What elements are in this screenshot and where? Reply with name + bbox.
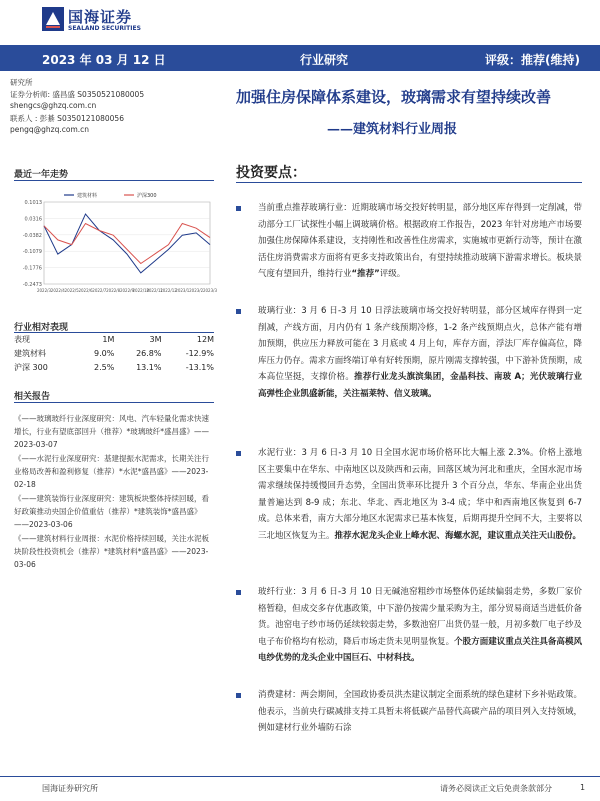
x-tick-label: 2022/10 (132, 288, 150, 293)
footer-org: 国海证券研究所 (42, 784, 98, 793)
key-point-item (236, 303, 582, 445)
performance-heading: 行业相对表现 (14, 323, 69, 333)
x-tick-label: 2022/5 (64, 288, 79, 293)
legend-label: 建筑材料 (77, 193, 98, 199)
table-cell: 26.8% (136, 348, 162, 358)
table-cell: 建筑材料 (14, 348, 46, 358)
report-title: 加强住房保障体系建设，玻璃需求有望持续改善 (236, 88, 552, 106)
table-header-cell: 12M (196, 334, 214, 344)
x-tick-label: 2023/3 (202, 288, 218, 293)
key-point-text: 消费建材：两会期间，全国政协委员洪杰建议制定全面系统的绿色建材下乡补贴政策。他表示，当前央行碳减排支持工具暂未将低碳产品替代高碳产品的项目列入支持领域，例如建材行业外墙防石涂 (258, 690, 582, 733)
key-point-text: 玻璃行业：3 月 6 日-3 月 10 日浮法玻璃市场交投好转明显，部分区域库存得到一定削减，产线方面，月内仍有 1 条产线预期冷修，1-2 条产线预期点火，总体产能有增加预期，供应压力释放可能在 3 月底或 4 月上旬，库存方面，浮法厂库存偏高位，降库压力仍存。需求方面终端订单有好转预期，原片刚需支撑转强，中下游补货预期，成本高位坚挺，支撑价格。 (258, 306, 582, 382)
report-subtitle: ——建筑材料行业周报 (327, 122, 458, 137)
table-row (14, 360, 214, 374)
series-line (44, 224, 210, 264)
related-report-item[interactable]: 《——水泥行业深度研究：基建提振水泥需求，长期关注行业格局改善和盈利修复（推荐）*水泥*盛昌盛》——2023-02-18 (14, 454, 209, 489)
key-points-heading: 投资要点： (236, 165, 306, 181)
key-point-bold: 推荐水泥龙头企业上峰水泥、海螺水泥，建议重点关注天山股份。 (334, 530, 582, 541)
key-point-text: 玻纤行业：3 月 6 日-3 月 10 日无碱池窑粗纱市场整体仍延续偏弱走势，多数厂家价格暂稳，但成交多存优惠政策，中下游仍按需少量采购为主，部分贸易商适当进低价备货。池窑电子纱市场仍延续较弱走势，多数池窑厂出货仍显一般，月初多数厂电子纱及电子布价格均有松动，降后市场走货未见明显恢复。 (258, 587, 582, 647)
table-header-cell: 3M (149, 334, 162, 344)
performance-table (14, 332, 214, 374)
divider (14, 402, 214, 403)
report-date: 2023 年 03 月 12 日 (42, 53, 166, 67)
y-tick-label: -0.1079 (22, 249, 42, 256)
report-rating: 评级：推荐(维持) (485, 53, 580, 67)
page-number: 1 (580, 783, 586, 792)
footer-disclaimer: 请务必阅读正文后免责条款部分 (440, 784, 552, 793)
key-point-item (236, 200, 582, 303)
key-point-bold: 个股方面建议重点关注具备高模风电纱优势的龙头企业中国巨石、中材科技。 (258, 636, 582, 663)
x-tick-label: 2022/3 (36, 288, 52, 293)
key-point-bold: “推荐” (351, 269, 380, 279)
analyst-line: 联系人 : 彭綦 S0350121080056 (10, 114, 124, 123)
related-report-item[interactable]: 《——建筑装饰行业深度研究：建筑板块整体持续回暖，看好政策推动央国企价值重估（推荐）*建筑装饰*盛昌盛》——2023-03-06 (14, 494, 209, 529)
sealand-logo-icon (42, 7, 64, 31)
table-header-row (14, 332, 214, 346)
logo-cn-text: 国海证券 (68, 8, 133, 26)
table-header-cell: 1M (102, 334, 115, 344)
y-tick-label: 0.1013 (24, 200, 42, 206)
trend-chart (14, 188, 218, 298)
x-tick-label: 2023/1 (175, 288, 190, 293)
legend-label: 沪深300 (137, 193, 157, 199)
key-point-item (236, 687, 582, 737)
x-tick-label: 2022/12 (160, 288, 177, 293)
related-report-item[interactable]: 《——建筑材料行业周报：水泥价格持续回暖，关注水泥板块阶段性投资机会（推荐）*建筑材料*盛昌盛》——2023-03-06 (14, 534, 209, 569)
key-point-item (236, 584, 582, 687)
table-cell: -13.1% (185, 362, 214, 372)
table-cell: 9.0% (94, 348, 115, 358)
related-report-item[interactable]: 《——玻璃玻纤行业深度研究：风电、汽车轻量化需求快速增长，行业有望底部回升（推荐）*玻璃玻纤*盛昌盛》——2023-03-07 (14, 414, 209, 449)
analyst-email[interactable]: pengq@ghzq.com.cn (10, 125, 90, 134)
x-tick-label: 2022/4 (50, 288, 65, 293)
company-logo (42, 5, 192, 37)
x-tick-label: 2022/9 (119, 288, 135, 293)
report-info-bar (0, 45, 600, 71)
logo-en-text: SEALAND SECURITIES (68, 25, 141, 32)
divider (14, 180, 214, 181)
x-tick-label: 2022/7 (92, 288, 107, 293)
table-cell: 2.5% (94, 362, 115, 372)
key-point-text: 水泥行业：3 月 6 日-3 月 10 日全国水泥市场价格环比大幅上涨 2.3%。价格上涨地区主要集中在华东、中南地区以及陕西和云南，回落区域为河北和重庆，全国水泥市场需求继续保持缓慢回升态势，全国出货率环比提升 3 个百分点，华东、华南企业出货量普遍达到 8-9 成；东北、华北、西北地区为 3-4 成；华中和西南地区恢复到 6-7 成。总体来看，南方大部分地区水泥需求已基本恢复，后期再提升空间不大，主要将以三北地区恢复为主。 (258, 448, 582, 541)
x-tick-label: 2022/8 (106, 288, 121, 293)
y-tick-label: 0.0316 (24, 216, 42, 223)
key-points-list (236, 200, 582, 737)
table-row (14, 346, 214, 360)
analyst-email[interactable]: shengcs@ghzq.com.cn (10, 101, 97, 110)
analyst-line: 证券分析师: 盛昌盛 S0350521080005 (10, 90, 145, 99)
analyst-line: 研究所 (10, 78, 33, 87)
y-tick-label: -0.1776 (22, 265, 42, 272)
page-footer (0, 776, 600, 801)
key-point-bold: 推荐行业龙头旗滨集团，金晶科技、南玻 A；光伏玻璃行业高弹性企业凯盛新能，关注福莱特、信义玻璃。 (258, 372, 582, 399)
x-tick-label: 2023/2 (189, 288, 204, 293)
divider (236, 182, 582, 183)
key-point-tail: 评级。 (379, 269, 406, 279)
key-point-text: 当前重点推荐玻璃行业：近期玻璃市场交投好转明显，部分地区库存得到一定削减，带动部分工厂试探性小幅上调玻璃价格。根据政府工作报告，2023 年针对房地产市场要加强住房保障体系建设，支持刚性和改善性住房需求，实施城市更新行动等，预计在激活住房消费需求方面将有更多支持政策出台，有望持续推动玻璃下游需求增长。板块景气度有望回升，维持行业 (258, 203, 582, 279)
table-cell: 沪深 300 (14, 362, 48, 372)
x-tick-label: 2022/6 (78, 288, 93, 293)
related-heading: 相关报告 (14, 392, 51, 402)
y-tick-label: -0.0382 (22, 232, 42, 239)
table-header-cell: 表现 (14, 334, 30, 344)
trend-heading: 最近一年走势 (14, 170, 69, 180)
y-tick-label: -0.2473 (22, 282, 42, 288)
x-tick-label: 2022/11 (146, 288, 163, 293)
related-reports-list (14, 412, 214, 572)
table-cell: -12.9% (185, 348, 214, 358)
report-type: 行业研究 (300, 53, 349, 67)
plot-frame (44, 202, 210, 284)
key-point-item (236, 445, 582, 584)
table-cell: 13.1% (136, 362, 162, 372)
